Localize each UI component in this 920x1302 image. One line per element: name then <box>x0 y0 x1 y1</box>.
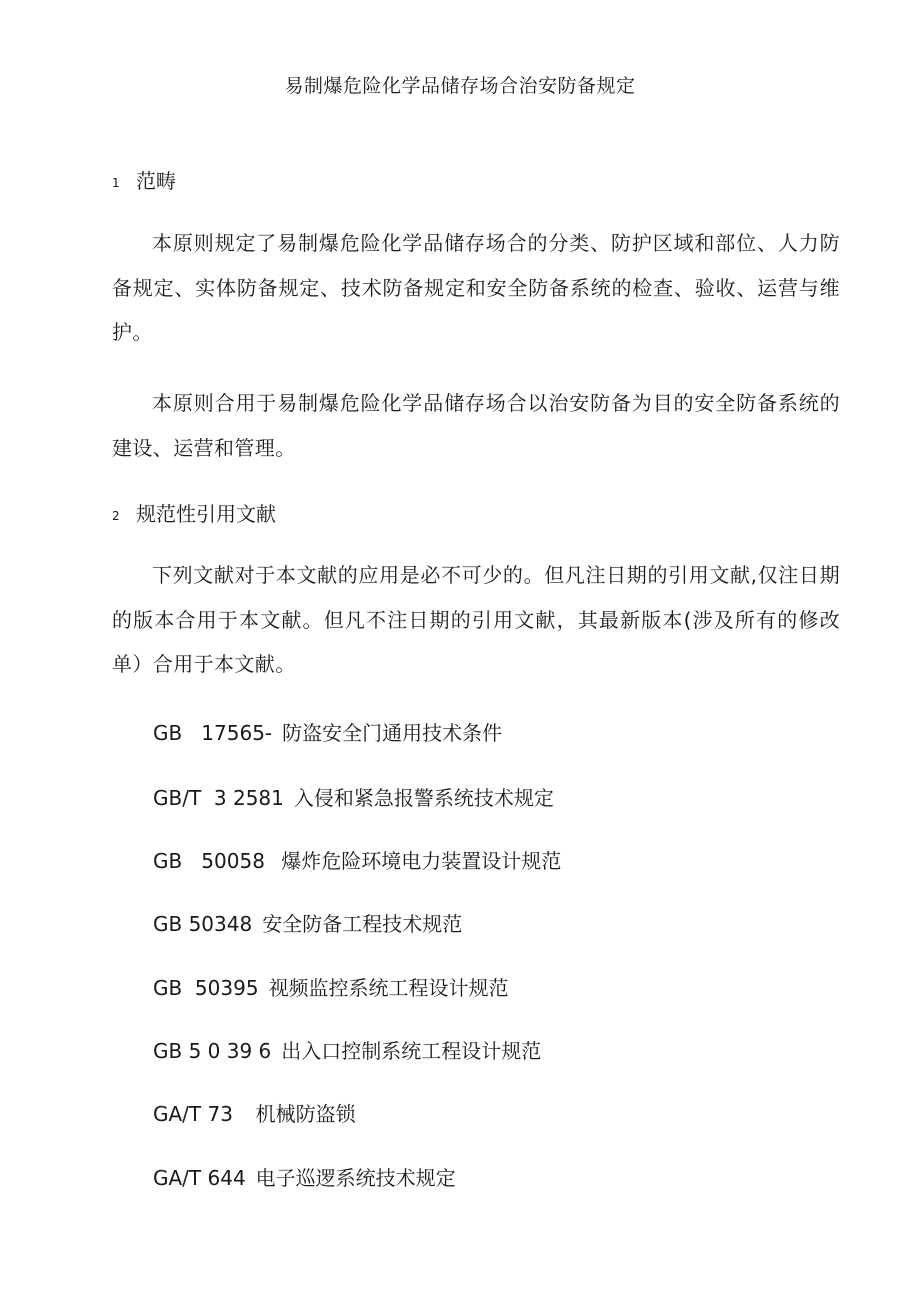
paragraph: 本原则规定了易制爆危险化学品储存场合的分类、防护区域和部位、人力防备规定、实体防备规定、技术防备规定和安全防备系统的检查、验收、运营与维护。 <box>112 231 840 345</box>
section-heading-2 <box>112 500 276 530</box>
reference-title: 电子巡逻系统技术规定 <box>255 1166 456 1190</box>
reference-code: GA/T 73 <box>153 1102 246 1126</box>
reference-item <box>153 784 554 812</box>
reference-item <box>153 1100 356 1128</box>
reference-item <box>153 1164 456 1192</box>
reference-code: GB 5 0 39 6 <box>153 1039 272 1063</box>
section-number: 2 <box>112 508 120 523</box>
reference-code: GA/T 644 <box>153 1166 246 1190</box>
section-heading-text: 范畴 <box>136 169 176 193</box>
reference-item <box>153 910 462 938</box>
reference-item <box>153 719 502 747</box>
reference-code: GB 50395 <box>153 976 259 1000</box>
section-heading-text: 规范性引用文献 <box>136 502 276 526</box>
reference-item <box>153 974 509 1002</box>
reference-title: 爆炸危险环境电力装置设计规范 <box>281 849 562 873</box>
reference-code: GB 17565- <box>153 721 273 745</box>
section-heading-1 <box>112 167 176 197</box>
reference-code: GB 50058 <box>153 849 272 873</box>
document-title: 易制爆危险化学品储存场合治安防备规定 <box>284 75 636 97</box>
reference-code: GB 50348 <box>153 912 253 936</box>
reference-title: 出入口控制系统工程设计规范 <box>281 1039 542 1063</box>
reference-item <box>153 847 561 875</box>
reference-item <box>153 1037 541 1065</box>
reference-title: 安全防备工程技术规范 <box>262 912 463 936</box>
paragraph: 下列文献对于本文献的应用是必不可少的。但凡注日期的引用文献,仅注日期的版本合用于本文献。但凡不注日期的引用文献，其最新版本(涉及所有的修改单）合用于本文献。 <box>112 563 840 677</box>
reference-title: 视频监控系统工程设计规范 <box>268 976 509 1000</box>
reference-title: 防盗安全门通用技术条件 <box>282 721 503 745</box>
reference-code: GB/T 3 2581 <box>153 786 284 810</box>
reference-title: 入侵和紧急报警系统技术规定 <box>293 786 554 810</box>
reference-title: 机械防盗锁 <box>255 1102 356 1126</box>
section-number: 1 <box>112 175 120 190</box>
paragraph: 本原则合用于易制爆危险化学品储存场合以治安防备为目的安全防备系统的建设、运营和管理。 <box>112 391 840 460</box>
